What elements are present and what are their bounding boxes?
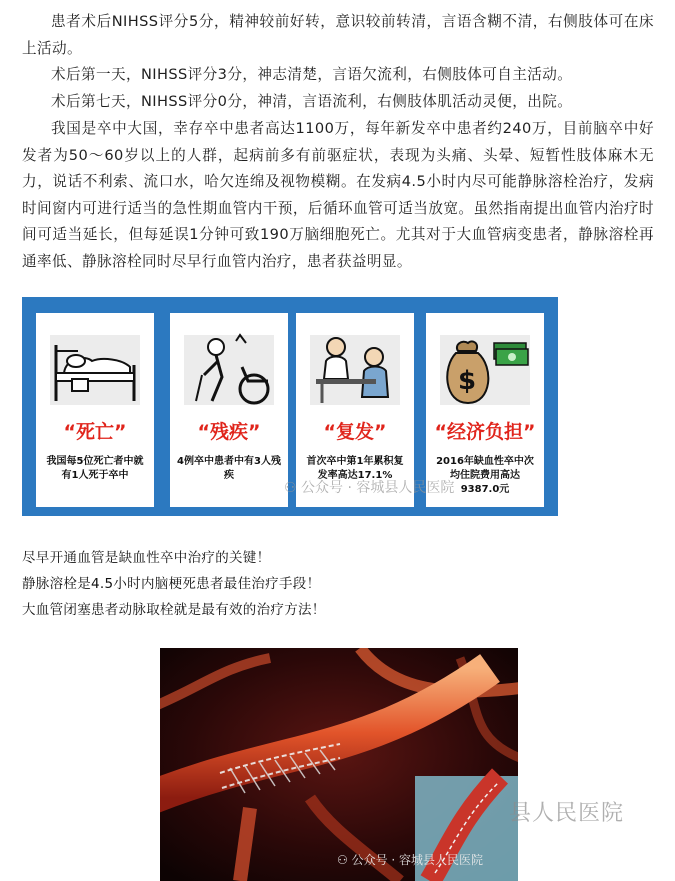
desc-disability: 4例卒中患者中有3人残疾 [177, 456, 281, 481]
article-paragraph: 术后第一天，NIHSS评分3分，神志清楚，言语欠流利，右侧肢体可自主活动。 [51, 66, 573, 83]
key-point-line: 大血管闭塞患者动脉取栓就是最有效的治疗方法！ [22, 602, 326, 618]
article-paragraph: 我国是卒中大国，幸存卒中患者高达1100万，每年新发卒中患者约240万，目前脑卒中好发者为50～60岁以上的人群，起病前多有前驱症状，表现为头痛、头晕、短暂性肢体麻木无力，说话不利索、流口水，哈欠连绵及视物模糊。在发病4.5小时内尽可能静脉溶栓治疗，发病时间窗内可进行适当的急性期血管内干预，后循环血管可适当放宽。虽然指南提出血管内治疗时间可适当延长，但每延误1分钟可致190万脑细胞死亡。尤其对于大血管病变患者，静脉溶栓再通率低、静脉溶栓同时尽早行血管内治疗，患者获益明显。 [22, 120, 654, 270]
key-point-line: 静脉溶栓是4.5小时内脑梗死患者最佳治疗手段！ [22, 576, 321, 592]
key-point-line: 尽早开通血管是缺血性卒中治疗的关键！ [22, 550, 271, 566]
caption-death: “死亡” [63, 421, 127, 443]
blood-vessel-stent-image [160, 648, 518, 881]
money-bag-icon [432, 317, 538, 413]
infographic-panel-disability [170, 313, 288, 507]
desc-economic-burden: 2016年缺血性卒中次均住院费用高达9387.0元 [436, 456, 534, 495]
article-paragraph: 术后第七天，NIHSS评分0分，神清，言语流利，右侧肢体肌活动灵便，出院。 [51, 93, 573, 110]
wheelchair-patient-icon [176, 317, 282, 413]
wechat-watermark: ⚇ 公众号 · 容城县人民医院 [284, 480, 455, 496]
hospital-name-watermark: 县人民医院 [509, 801, 625, 826]
article-paragraph: 患者术后NIHSS评分5分，精神较前好转，意识较前转清，言语含糊不清，右侧肢体可在床上活动。 [22, 13, 654, 57]
stroke-harm-infographic [22, 297, 558, 516]
caption-disability: “残疾” [197, 421, 261, 443]
svg-text:$: $ [457, 366, 477, 396]
caption-recurrence: “复发” [323, 421, 387, 443]
infographic-panel-death [36, 313, 154, 507]
desc-recurrence: 首次卒中第1年累积复发率高达17.1% [306, 456, 404, 481]
hospital-bed-icon [42, 317, 148, 413]
caption-economic-burden: “经济负担” [434, 421, 536, 443]
key-points [22, 545, 642, 623]
wechat-watermark: ⚇ 公众号 · 容城县人民医院 [337, 853, 484, 867]
doctor-consultation-icon [302, 317, 408, 413]
desc-death: 我国每5位死亡者中就有1人死于卒中 [46, 456, 144, 481]
